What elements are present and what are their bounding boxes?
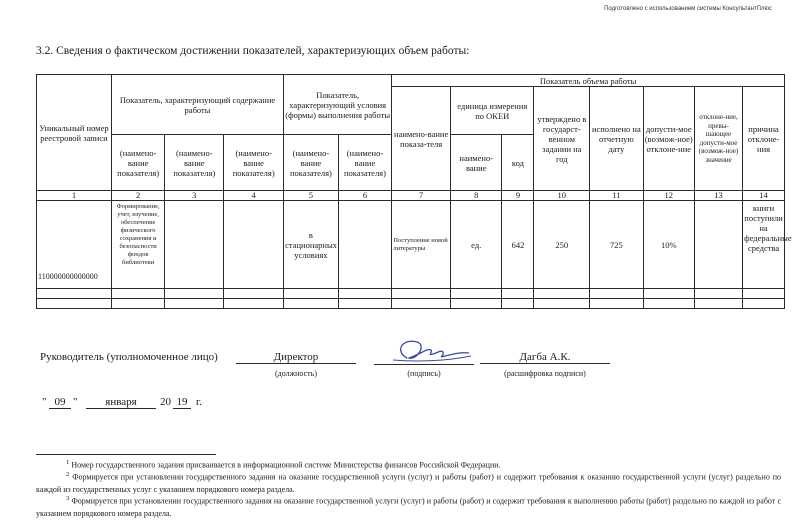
date-day: 09 [49,396,71,409]
header-exceeding-deviation: отклоне-ние, превы-шающее допусти-мое (возмож-ное) значение [694,87,742,191]
header-executed: исполнено на отчетную дату [590,87,643,191]
name-field: Дагба А.К. [480,351,610,364]
cell-allowed-deviation: 10% [643,201,694,289]
cell-unique-number: 110000000000000 [37,201,112,289]
table-row-empty [37,299,785,309]
col-number: 13 [694,191,742,201]
footnote-1-mark: 1 [66,459,70,466]
table-row [37,201,785,289]
date-year-prefix: 20 [160,396,171,408]
header-approved: утверждено в государст-венном задании на год [534,87,590,191]
cell-content-2 [165,201,224,289]
subheader-content-3: (наимено-вание показателя) [224,135,284,191]
cell-exceeding-deviation [694,201,742,289]
date-month: января [86,396,156,409]
footnote-3-mark: 3 [66,495,70,502]
col-number: 7 [392,191,451,201]
col-number: 9 [502,191,534,201]
top-note: Подготовлено с использованием системы КонсультантПлюс [604,6,772,12]
header-unit-code: код [502,135,534,191]
col-number: 11 [590,191,643,201]
column-number-row [37,191,785,201]
name-caption: (расшифровка подписи) [504,369,586,378]
signature-image [387,334,473,368]
subheader-content-2: (наимено-вание показателя) [165,135,224,191]
cell-deviation-reason: книги поступили на федеральные средства [743,201,785,289]
header-conditions-indicator: Показатель, характеризующий условия (формы) выполнения работы [284,75,392,135]
footnote-2 [36,469,781,496]
col-number: 10 [534,191,590,201]
date-quote-open: " [42,396,47,408]
header-unit: единица измерения по ОКЕИ [451,87,534,135]
footnote-2-text: Формируется при установлении государственного задания на оказание государственной услуги (услуг) и работы (работ) и содержит требования к оказанию государственной услуги (услуг) раздельно по каждой из государственных услуг с указанием порядкового номера раздела. [36,472,781,494]
table-row-empty [37,289,785,299]
col-number: 8 [451,191,502,201]
cell-unit-code: 642 [502,201,534,289]
col-number: 4 [224,191,284,201]
col-number: 3 [165,191,224,201]
signature-caption: (подпись) [407,369,441,378]
header-allowed-deviation: допусти-мое (возмож-ное) отклоне-ние [643,87,694,191]
subheader-condition-1: (наимено-вание показателя) [284,135,339,191]
footnote-1-text: Номер государственного задания присваивается в информационной системе Министерства финансов Российской Федерации. [71,460,501,470]
date-year: 19 [173,396,191,409]
cell-indicator-name: Поступление новой литературы [392,201,451,289]
cell-content-1: Формирование, учет, изучение, обеспечение физического сохранения и безопасности фондов библиотеки [111,201,164,289]
col-number: 5 [284,191,339,201]
footnote-3 [36,493,781,520]
col-number: 1 [37,191,112,201]
cell-executed: 725 [590,201,643,289]
subheader-condition-2: (наимено-вание показателя) [338,135,392,191]
section-heading: 3.2. Сведения о фактическом достижении показателей, характеризующих объем работы: [36,45,470,57]
date-quote-close: " [73,396,78,408]
position-field: Директор [236,351,356,364]
col-number: 6 [338,191,392,201]
header-unique-number: Уникальный номер реестровой записи [37,75,112,191]
col-number: 14 [743,191,785,201]
footnote-2-mark: 2 [66,471,70,478]
work-volume-table [36,74,792,309]
header-deviation-reason: причина отклоне-ния [743,87,785,191]
header-indicator-name: наимено-вание показа-теля [392,87,451,191]
cell-approved: 250 [534,201,590,289]
header-content-indicator: Показатель, характеризующий содержание работы [111,75,283,135]
date-suffix: г. [196,396,203,408]
cell-condition-2 [338,201,392,289]
col-number: 2 [111,191,164,201]
col-number: 12 [643,191,694,201]
header-unit-name: наимено-вание [451,135,502,191]
cell-unit: ед. [451,201,502,289]
subheader-content-1: (наимено-вание показателя) [111,135,164,191]
header-volume-indicator: Показатель объема работы [392,75,785,87]
cell-content-3 [224,201,284,289]
footnote-divider [36,454,216,455]
position-caption: (должность) [275,369,317,378]
footnote-3-text: Формируется при установлении государственного задания на оказание государственной услуги (услуг) и работы (работ) и содержит требования к выполнению работы (работ) раздельно по каждой из работ с указанием порядкового номера раздела. [36,496,781,518]
cell-condition-1: в стационарных условиях [284,201,339,289]
signature-label: Руководитель (уполномоченное лицо) [40,351,218,363]
